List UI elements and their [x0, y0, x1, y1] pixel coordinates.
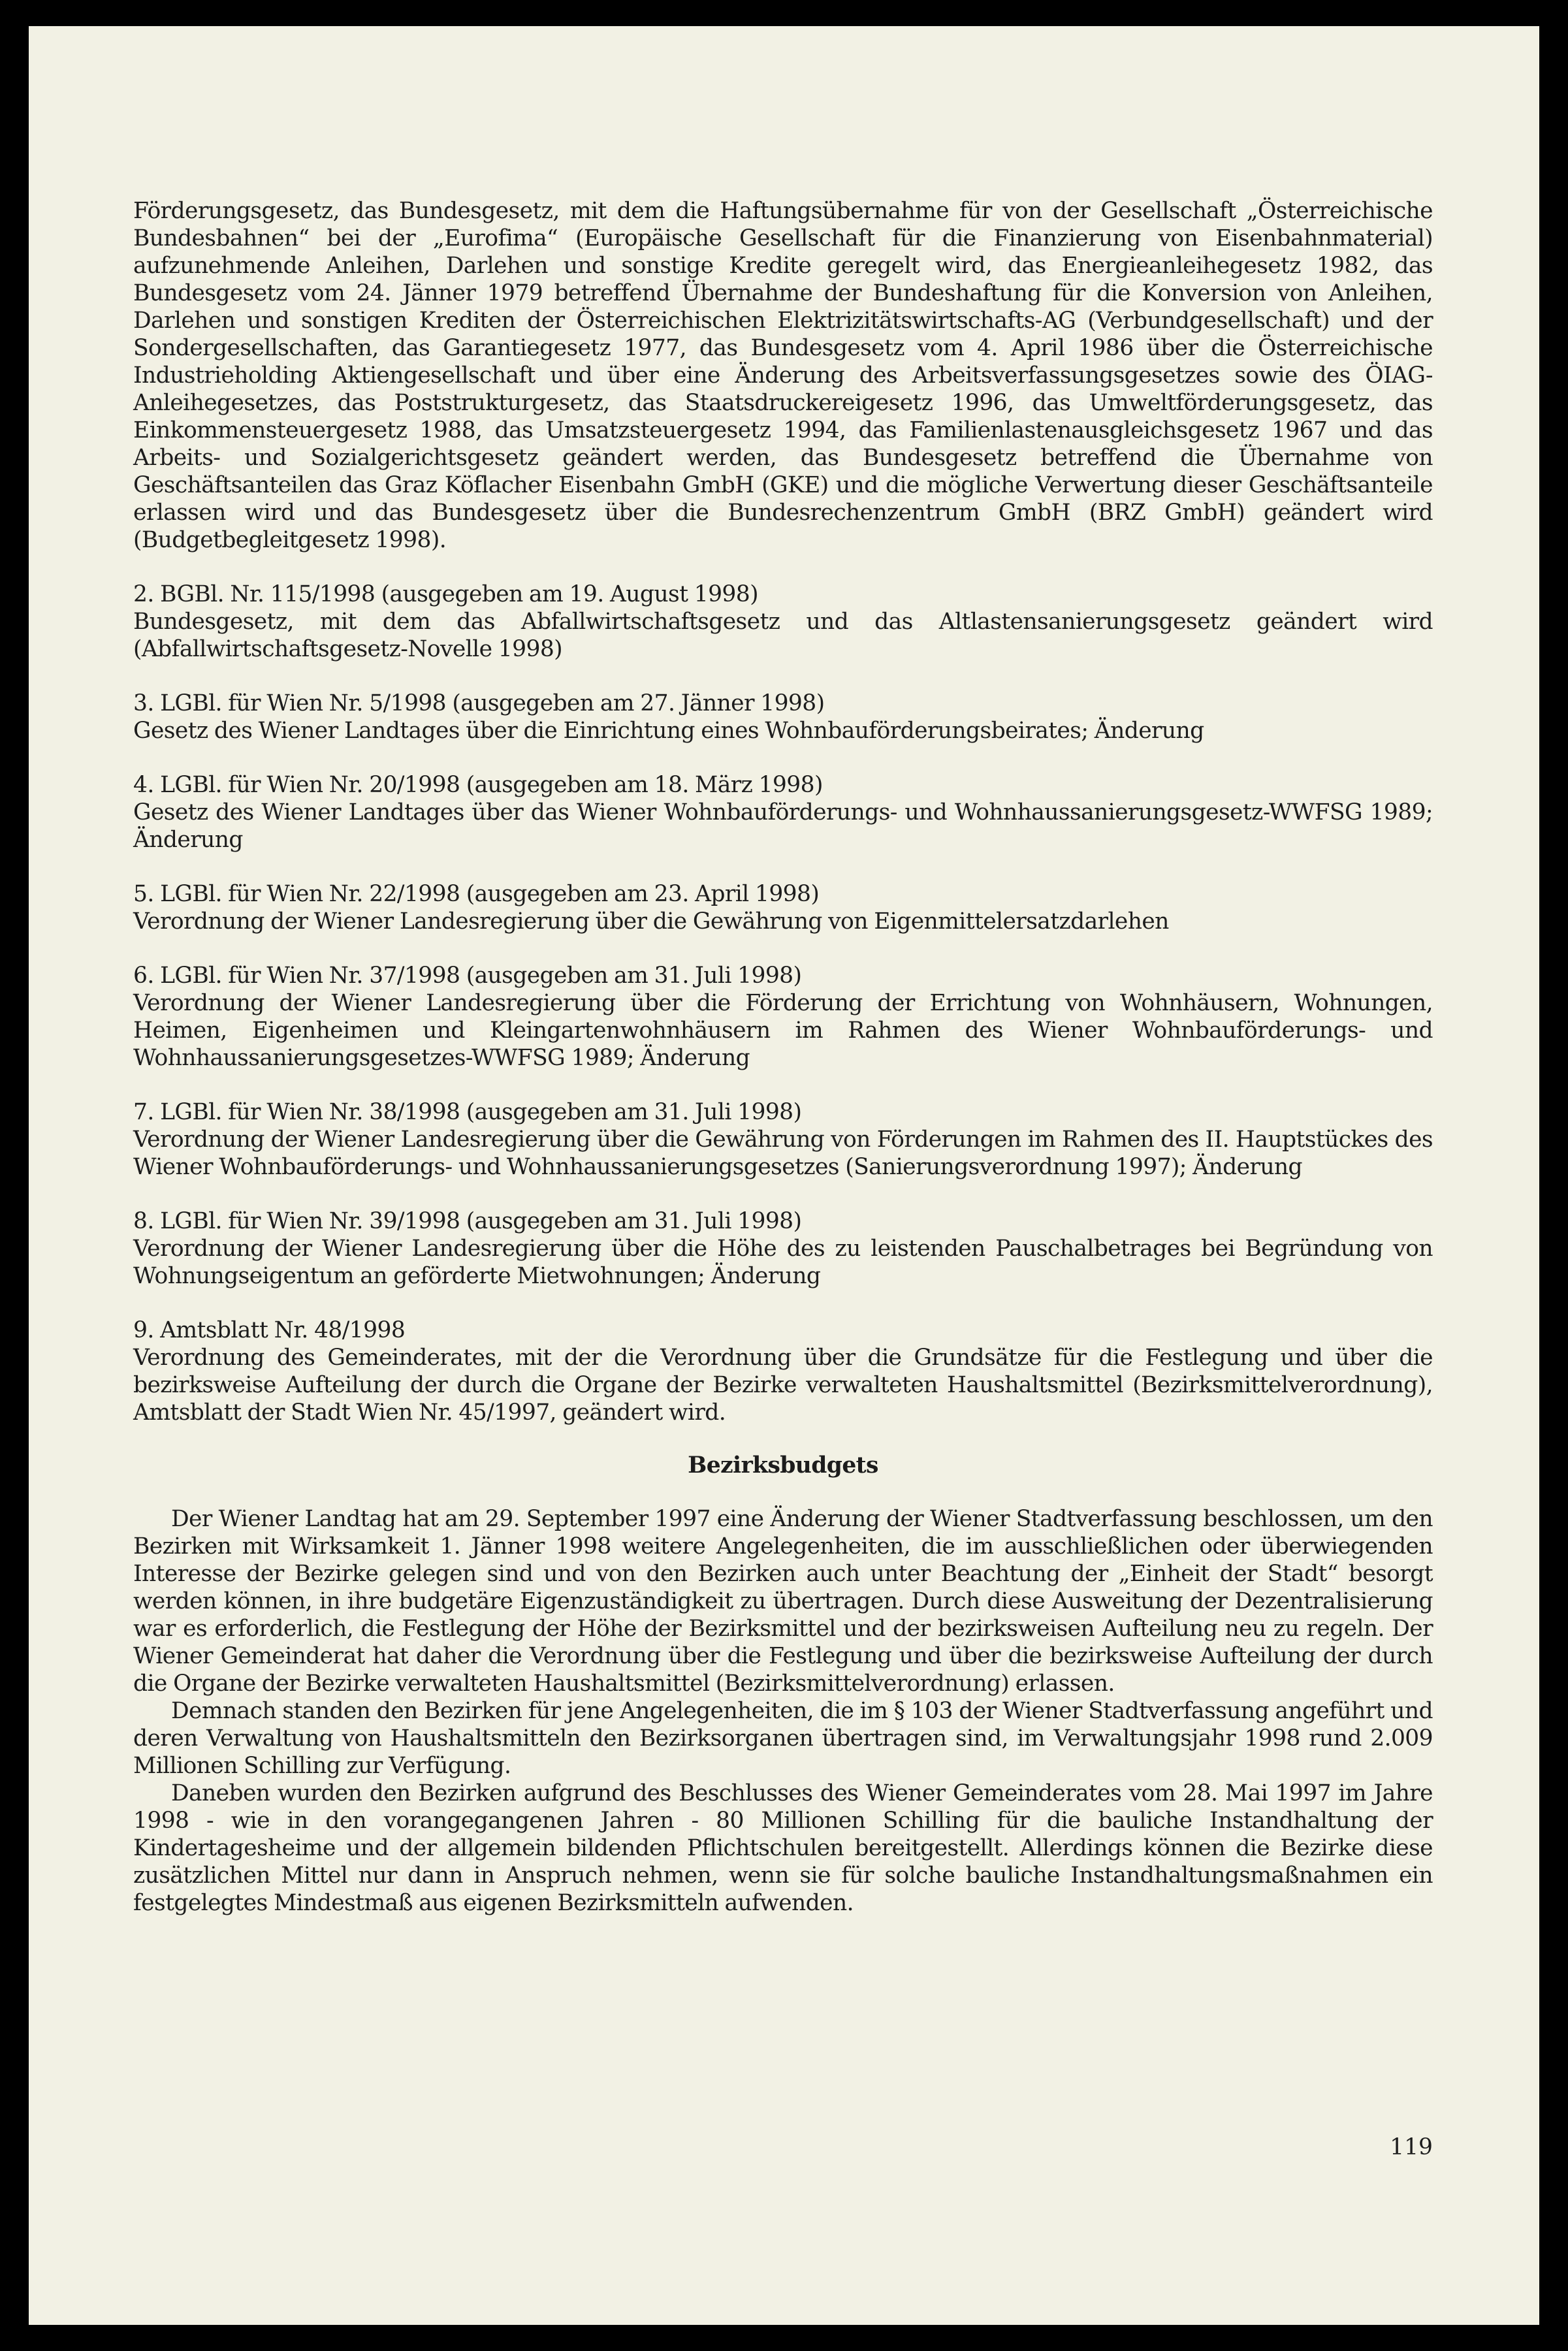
page-content: [133, 197, 1433, 1917]
section-title: Bezirksbudgets: [688, 1452, 878, 1479]
list-item: [133, 1098, 1433, 1181]
entry-body: Gesetz des Wiener Landtages über das Wiener Wohnbauförderungs- und Wohnhaussanierungsgesetz-WWFSG 1989; Änderung: [133, 799, 1433, 853]
entry-heading: 5. LGBl. für Wien Nr. 22/1998 (ausgegeben am 23. April 1998): [133, 881, 820, 907]
list-item: [133, 962, 1433, 1072]
entry-body: Gesetz des Wiener Landtages über die Einrichtung eines Wohnbauförderungsbeirates; Änderung: [133, 718, 1204, 744]
entry-heading: 6. LGBl. für Wien Nr. 37/1998 (ausgegeben am 31. Juli 1998): [133, 963, 802, 989]
entry-body: Verordnung der Wiener Landesregierung über die Gewährung von Eigenmittelersatzdarlehen: [133, 908, 1169, 935]
entry-body: Bundesgesetz, mit dem das Abfallwirtschaftsgesetz und das Altlastensanierungsgesetz geändert wird (Abfallwirtschaftsgesetz-Novelle 1998): [133, 609, 1433, 662]
entry-heading: 2. BGBl. Nr. 115/1998 (ausgegeben am 19. August 1998): [133, 581, 758, 607]
list-item: [133, 771, 1433, 854]
list-item: [133, 690, 1433, 744]
list-item: [133, 880, 1433, 935]
section-paragraph: Daneben wurden den Bezirken aufgrund des Beschlusses des Wiener Gemeinderates vom 28. Mai 1997 im Jahre 1998 - wie in den vorangegangenen Jahren - 80 Millionen Schilling für die bauliche Instandhaltung der Kindertagesheime und der allgemein bildenden Pflichtschulen bereitgestellt. Allerdings können die Bezirke diese zusätzlichen Mittel nur dann in Anspruch nehmen, wenn sie für solche bauliche Instandhaltungsmaßnahmen ein festgelegtes Mindestmaß aus eigenen Bezirksmitteln aufwenden.: [133, 1780, 1433, 1916]
list-item: [133, 581, 1433, 663]
entry-body: Verordnung des Gemeinderates, mit der die Verordnung über die Grundsätze für die Festlegung und über die bezirksweise Aufteilung der durch die Organe der Bezirke verwalteten Haushaltsmittel (Bezirksmittelverordnung), Amtsblatt der Stadt Wien Nr. 45/1997, geändert wird.: [133, 1345, 1433, 1426]
section-paragraph: Demnach standen den Bezirken für jene Angelegenheiten, die im § 103 der Wiener Stadtverfassung angeführt und deren Verwaltung von Haushaltsmitteln den Bezirksorganen übertragen sind, im Verwaltungsjahr 1998 rund 2.009 Millionen Schilling zur Verfügung.: [133, 1698, 1433, 1779]
section-paragraph: Der Wiener Landtag hat am 29. September 1997 eine Änderung der Wiener Stadtverfassung beschlossen, um den Bezirken mit Wirksamkeit 1. Jänner 1998 weitere Angelegenheiten, die im ausschließlichen oder überwiegenden Interesse der Bezirke gelegen sind und von den Bezirken auch unter Beachtung der „Einheit der Stadt“ besorgt werden können, in ihre budgetäre Eigenzuständigkeit zu übertragen. Durch diese Ausweitung der Dezentralisierung war es erforderlich, die Festlegung der Höhe der Bezirksmittel und der bezirksweisen Aufteilung neu zu regeln. Der Wiener Gemeinderat hat daher die Verordnung über die Festlegung und über die bezirksweise Aufteilung der durch die Organe der Bezirke verwalteten Haushaltsmittel (Bezirksmittelverordnung) erlassen.: [133, 1506, 1433, 1697]
entry-heading: 7. LGBl. für Wien Nr. 38/1998 (ausgegeben am 31. Juli 1998): [133, 1099, 802, 1125]
entry-heading: 4. LGBl. für Wien Nr. 20/1998 (ausgegeben am 18. März 1998): [133, 772, 823, 798]
entry-body: Verordnung der Wiener Landesregierung über die Höhe des zu leistenden Pauschalbetrages bei Begründung von Wohnungseigentum an geförderte Mietwohnungen; Änderung: [133, 1236, 1433, 1289]
document-page: [29, 26, 1539, 2325]
entry-heading: 3. LGBl. für Wien Nr. 5/1998 (ausgegeben am 27. Jänner 1998): [133, 690, 825, 716]
list-item: [133, 1207, 1433, 1290]
list-item: [133, 1317, 1433, 1426]
page-number: 119: [1390, 2134, 1433, 2160]
intro-paragraph: Förderungsgesetz, das Bundesgesetz, mit dem die Haftungsübernahme für von der Gesellschaft „Österreichische Bundesbahnen“ bei der „Eurofima“ (Europäische Gesellschaft für die Finanzierung von Eisenbahnmaterial) aufzunehmende Anleihen, Darlehen und sonstige Kredite geregelt wird, das Energieanleihegesetz 1982, das Bundesgesetz vom 24. Jänner 1979 betreffend Übernahme der Bundeshaftung für die Konversion von Anleihen, Darlehen und sonstigen Krediten der Österreichischen Elektrizitätswirtschafts-AG (Verbundgesellschaft) und der Sondergesellschaften, das Garantiegesetz 1977, das Bundesgesetz vom 4. April 1986 über die Österreichische Industrieholding Aktiengesellschaft und über eine Änderung des Arbeitsverfassungsgesetzes sowie des ÖIAG-Anleihegesetzes, das Poststrukturgesetz, das Staatsdruckereigesetz 1996, das Umweltförderungsgesetz, das Einkommensteuergesetz 1988, das Umsatzsteuergesetz 1994, das Familienlastenausgleichsgesetz 1967 und das Arbeits- und Sozialgerichtsgesetz geändert werden, das Bundesgesetz betreffend die Übernahme von Geschäftsanteilen das Graz Köflacher Eisenbahn GmbH (GKE) und die mögliche Verwertung dieser Geschäftsanteile erlassen wird und das Bundesgesetz über die Bundesrechenzentrum GmbH (BRZ GmbH) geändert wird (Budgetbegleitgesetz 1998).: [133, 198, 1433, 553]
entry-body: Verordnung der Wiener Landesregierung über die Gewährung von Förderungen im Rahmen des II. Hauptstückes des Wiener Wohnbauförderungs- und Wohnhaussanierungsgesetzes (Sanierungsverordnung 1997); Änderung: [133, 1127, 1433, 1180]
entry-body: Verordnung der Wiener Landesregierung über die Förderung der Errichtung von Wohnhäusern, Wohnungen, Heimen, Eigenheimen und Kleingartenwohnhäusern im Rahmen des Wiener Wohnbauförderungs- und Wohnhaussanierungsgesetzes-WWFSG 1989; Änderung: [133, 990, 1433, 1071]
entry-heading: 8. LGBl. für Wien Nr. 39/1998 (ausgegeben am 31. Juli 1998): [133, 1208, 802, 1234]
entry-heading: 9. Amtsblatt Nr. 48/1998: [133, 1317, 406, 1343]
